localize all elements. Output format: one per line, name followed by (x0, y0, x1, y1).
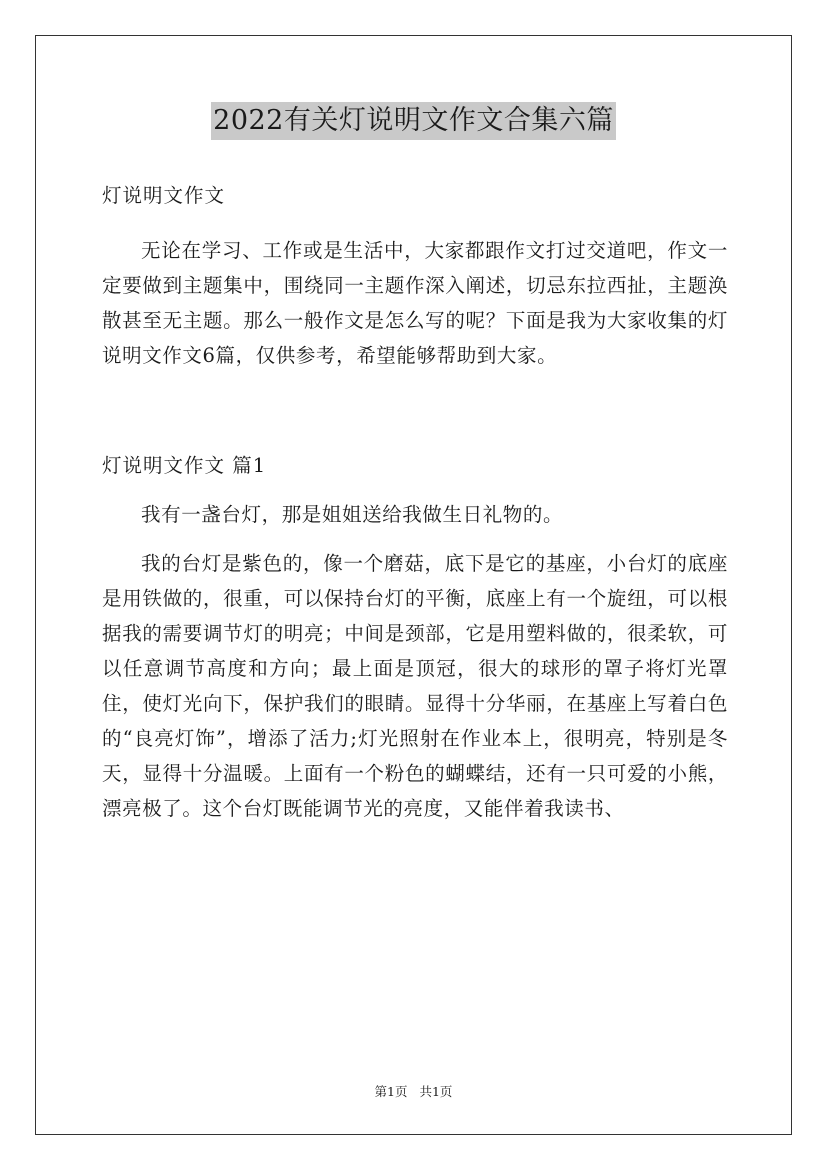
section-heading-article-1: 灯说明文作文 篇1 (102, 454, 267, 477)
section-heading-intro: 灯说明文作文 (102, 184, 226, 207)
article-1-paragraph-2: 我的台灯是紫色的，像一个磨菇，底下是它的基座，小台灯的底座是用铁做的，很重，可以保持台灯的平衡，底座上有一个旋纽，可以根据我的需要调节灯的明亮；中间是颈部，它是用塑料做的，很柔软，可以任意调节高度和方向；最上面是顶冠，很大的球形的罩子将灯光罩住，使灯光向下，保护我们的眼睛。显得十分华丽，在基座上写着白色的“良亮灯饰”，增添了活力;灯光照射在作业本上，很明亮，特别是冬天，显得十分温暖。上面有一个粉色的蝴蝶结，还有一只可爱的小熊，漂亮极了。这个台灯既能调节光的亮度，又能伴着我读书、 (102, 552, 728, 820)
article-1-paragraph-1: 我有一盏台灯，那是姐姐送给我做生日礼物的。 (141, 503, 564, 526)
title-container (0, 102, 827, 140)
page-footer: 第1页 共1页 (374, 1084, 453, 1099)
intro-paragraph: 无论在学习、工作或是生活中，大家都跟作文打过交道吧，作文一定要做到主题集中，围绕同一主题作深入阐述，切忌东拉西扯，主题涣散甚至无主题。那么一般作文是怎么写的呢？下面是我为大家收集的灯说明文作文6篇，仅供参考，希望能够帮助到大家。 (102, 239, 728, 367)
document-title: 2022有关灯说明文作文合集六篇 (211, 102, 616, 140)
document-body (102, 178, 728, 826)
